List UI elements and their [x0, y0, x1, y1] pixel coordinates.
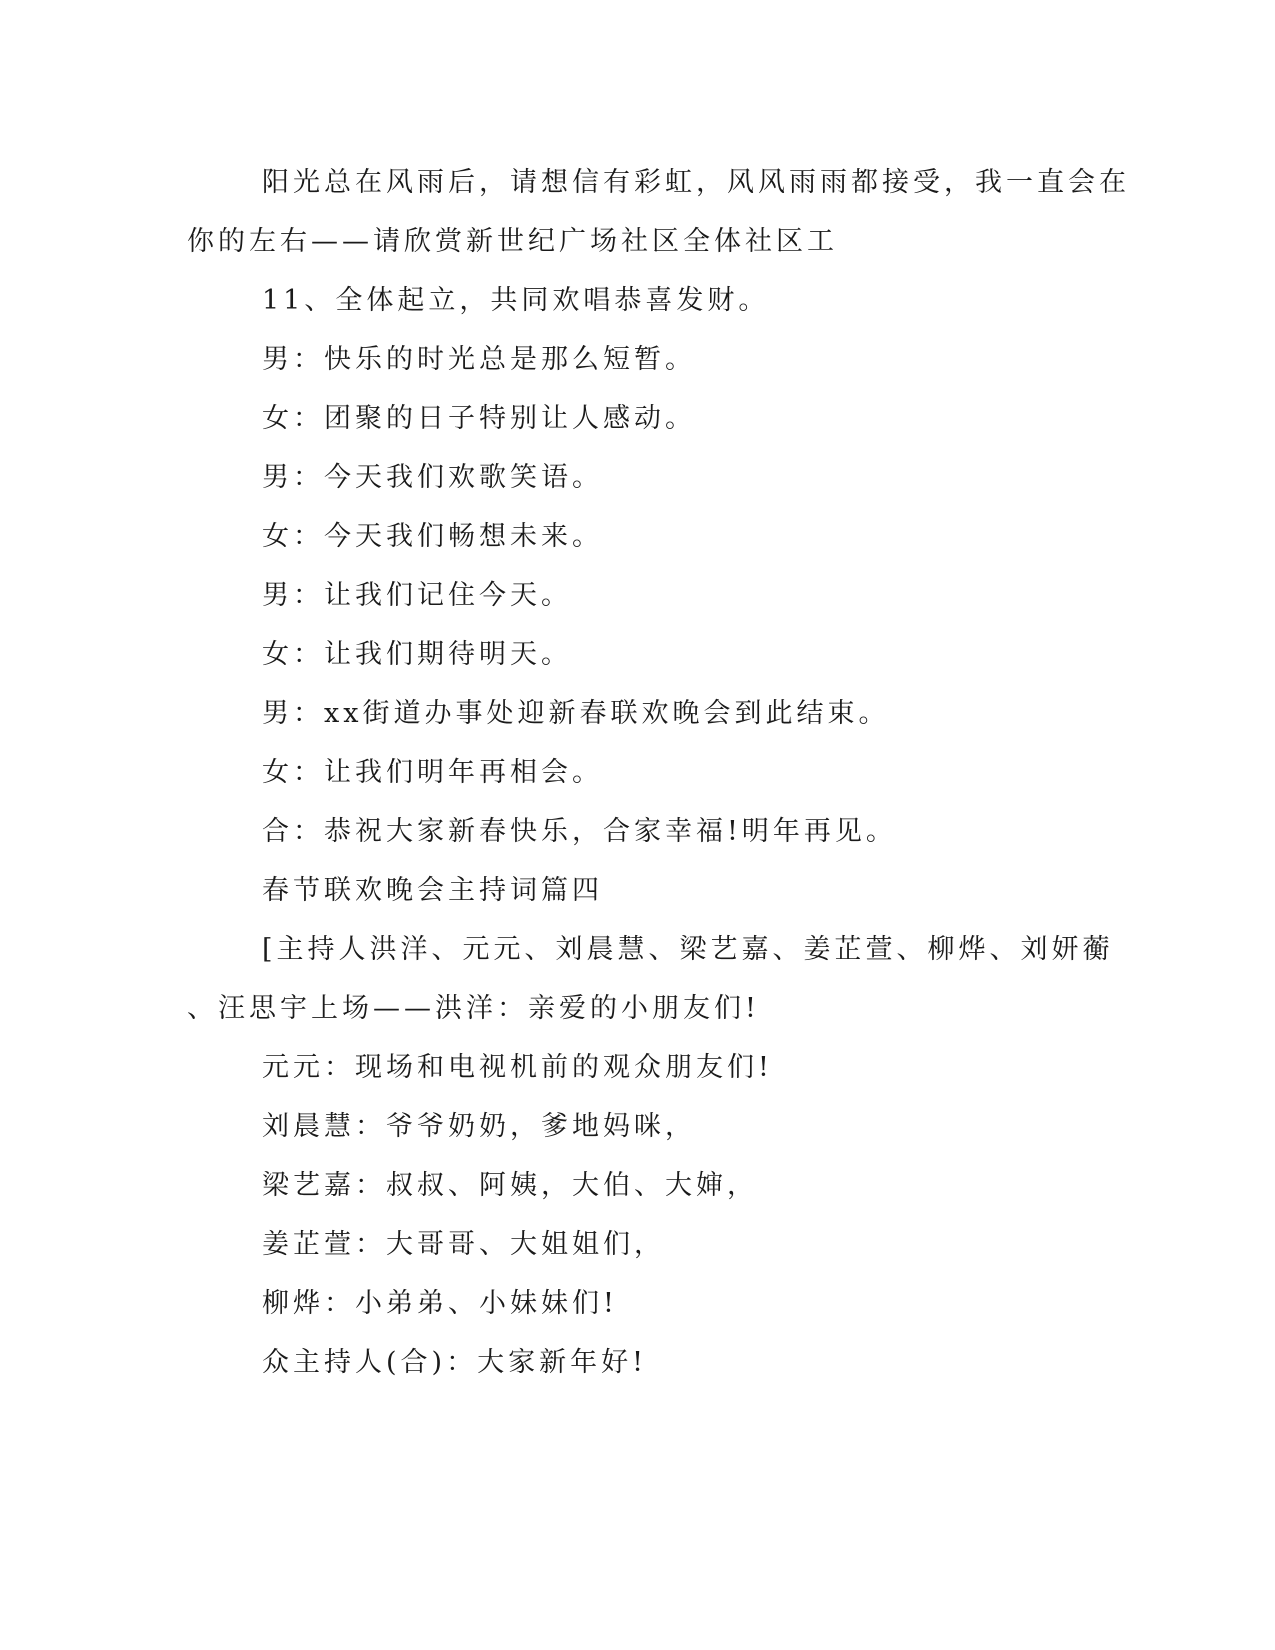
dialogue-line: 男：今天我们欢歌笑语。	[262, 462, 603, 493]
paragraph-rainbow-line-1: 阳光总在风雨后，请想信有彩虹，风风雨雨都接受，我一直会在	[262, 167, 1130, 198]
dialogue-line: 女：团聚的日子特别让人感动。	[262, 403, 696, 434]
dialogue-line: 男：快乐的时光总是那么短暂。	[262, 344, 696, 375]
dialogue-line: 男：xx街道办事处迎新春联欢晚会到此结束。	[262, 698, 890, 729]
host-intro-line-1: [主持人洪洋、元元、刘晨慧、梁艺嘉、姜芷萱、柳烨、刘妍蘅	[262, 934, 1114, 965]
dialogue-line: 梁艺嘉：叔叔、阿姨，大伯、大婶，	[262, 1170, 758, 1201]
dialogue-line: 女：让我们期待明天。	[262, 639, 572, 670]
dialogue-line: 元元：现场和电视机前的观众朋友们!	[262, 1052, 773, 1083]
dialogue-line: 姜芷萱：大哥哥、大姐姐们，	[262, 1229, 665, 1260]
paragraph-rainbow-line-2: 你的左右——请欣赏新世纪广场社区全体社区工	[187, 226, 838, 257]
dialogue-line: 合：恭祝大家新春快乐，合家幸福!明年再见。	[262, 816, 897, 847]
dialogue-line: 刘晨慧：爷爷奶奶，爹地妈咪，	[262, 1111, 696, 1142]
dialogue-line: 柳烨：小弟弟、小妹妹们!	[262, 1288, 618, 1319]
dialogue-line: 女：今天我们畅想未来。	[262, 521, 603, 552]
dialogue-line: 男：让我们记住今天。	[262, 580, 572, 611]
section-heading: 春节联欢晚会主持词篇四	[262, 875, 603, 906]
host-intro-line-2: 、汪思宇上场——洪洋：亲爱的小朋友们!	[187, 993, 760, 1024]
dialogue-line: 众主持人(合)：大家新年好!	[262, 1347, 647, 1378]
paragraph-item-11: 11、全体起立，共同欢唱恭喜发财。	[262, 285, 770, 316]
dialogue-line: 女：让我们明年再相会。	[262, 757, 603, 788]
